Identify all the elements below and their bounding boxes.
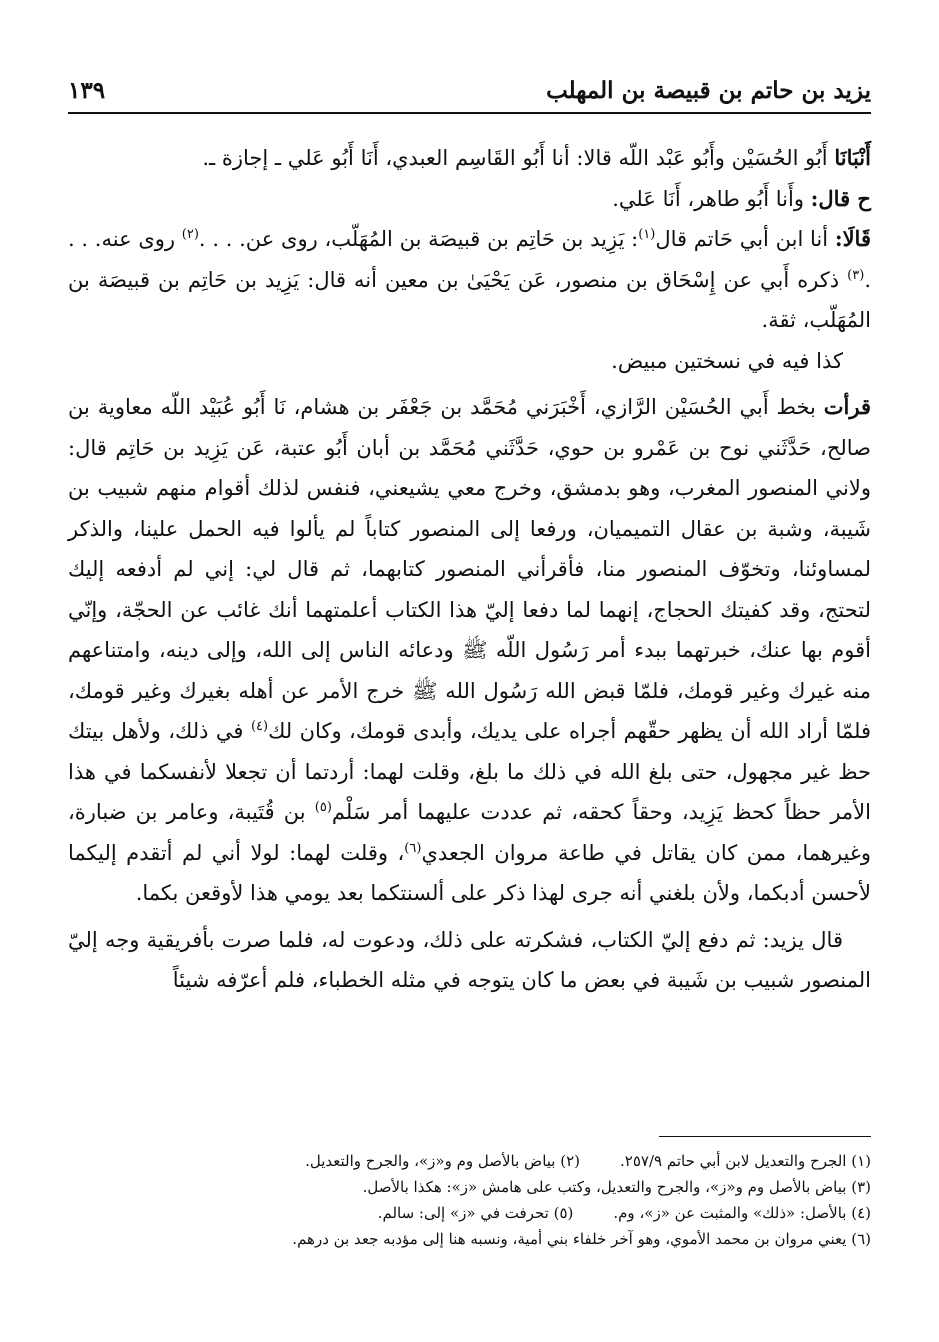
- footnote-4: (٤) بالأصل: «ذلك» والمثبت عن «ز»، وم.: [613, 1204, 871, 1222]
- main-text: [68, 138, 871, 1001]
- paragraph-text: قال يزيد: ثم دفع إليّ الكتاب، فشكرته على ذلك، ودعوت له، فلما صرت بأفريقية وجه إليّ المنصور شبيب بن شَيبة في بعض ما كان يتوجه في مثله الخطباء، فلم أعرّفه شيئاً: [68, 927, 871, 992]
- running-title: يزيد بن حاتم بن قبيصة بن المهلب: [546, 77, 871, 104]
- paragraph-lead: ح قال:: [810, 185, 871, 211]
- footnote-row: [68, 1200, 871, 1226]
- page-number: ١٣٩: [68, 77, 106, 104]
- footnote-6: (٦) يعني مروان بن محمد الأموي، وهو آخر خلفاء بني أمية، ونسبه هنا إلى مؤدبه جعد بن درهم.: [292, 1230, 871, 1248]
- footnote-3: (٣) بياض بالأصل وم و«ز»، والجرح والتعديل، وكتب على هامش «ز»: هكذا بالأصل.: [362, 1178, 871, 1196]
- footnote-ref: (٢): [181, 227, 199, 242]
- paragraph-lead: قَالَا:: [834, 226, 871, 251]
- paragraph-lead: قرأت: [823, 394, 871, 419]
- paragraph-text: ، وقلت لهما: لولا أني لم أتقدم إليكما لأحسن أدبكما، ولأن بلغني أنه جرى لهذا ذكر على ألسنتكما بعد يومي هذا لأوقعن بكما.: [68, 840, 871, 905]
- paragraph-text: أَبُو الحُسَيْن وأَبُو عَبْد اللّه قالا: أنا أَبُو القَاسِم العبدي، أَنَا أَبُو عَلي ـ إجازة ـ.: [202, 146, 828, 170]
- paragraph-text: : يَزِيد بن حَاتِم بن قبيصَة بن المُهَلّب، روى عن. . . .: [198, 227, 639, 251]
- paragraph-text: بن قُتَيبة، وعامر بن ضبارة، وغيرهما، ممن كان يقاتل في طاعة مروان الجعدي: [68, 800, 871, 865]
- footnote-row: [68, 1148, 871, 1174]
- paragraph-text: ذكره أَبي عن إِسْحَاق بن منصور، عَن يَحْيَىٰ بن معين أنه قال: يَزِيد بن حَاتِم بن قبيصَة بن المُهَلّب، ثقة.: [68, 267, 871, 332]
- footnote-1: (١) الجرح والتعديل لابن أبي حاتم ٢٥٧/٩.: [620, 1152, 871, 1170]
- footnote-row: [68, 1226, 871, 1252]
- footnote-ref: (٦): [404, 840, 422, 856]
- paragraph-1: [68, 138, 871, 179]
- paragraph-text: كذا فيه في نسختين مبيض.: [611, 348, 843, 373]
- paragraph-lead: أَنْبَانَا: [834, 145, 871, 170]
- paragraph-2: [68, 179, 871, 220]
- footnote-ref: (٥): [314, 800, 332, 815]
- footnote-2: (٢) بياض بالأصل وم و«ز»، والجرح والتعديل.: [305, 1152, 581, 1170]
- paragraph-3: [68, 219, 871, 341]
- footnote-row: [68, 1174, 871, 1200]
- paragraph-text: روى عنه. . . .: [68, 227, 871, 292]
- footnotes: [68, 1148, 871, 1252]
- paragraph-text: بخط أَبي الحُسَيْن الرَّازي، أَخْبَرَني مُحَمَّد بن جَعْفَر بن هشام، نَا أَبُو عُبَيْد اللّه معاوية بن صالح، حَدَّثَني نوح بن عَمْرو بن حوي، حَدَّثَني مُحَمَّد بن أبان أَبُو عتبة، عَن يَزِيد بن حَاتِم قال: ولاني المنصور المغرب، وهو بدمشق، وخرج معي يشيعني، فنفس لذلك أقوام منهم شبيب بن شَيبة، وشبة بن عقال التميميان، ورفعا إلى المنصور كتاباً لم يألوا فيه الحمل علينا، والذكر لمساوئنا، وتخوّف المنصور منا، فأقرأني المنصور كتابهما، ثم قال لي: إني لم أدفعه إليك لتحتج، وقد كفيتك الحجاج، إنهما لما دفعا إليّ هذا الكتاب أعلمتهما أنك غائب عن الحجّة، وإنّي أقوم بها عنك، خبرتهما ببدء أمر رَسُول اللّه ﷺ ودعائه الناس إلى الله، وإلى دينه، وامتناعهم منه غيرك وغير قومك، فلمّا قبض الله رَسُول الله ﷺ خرج الأمر عن أهله بغيرك وغير قومك، فلمّا أراد الله أن يظهر حقّهم أجراه على يديك، وأبدى قومك، وكان لك: [68, 395, 871, 743]
- footnote-5: (٥) تحرفت في «ز» إلى: سالم.: [377, 1204, 574, 1222]
- footnote-ref: (١): [638, 227, 656, 242]
- paragraph-text: في ذلك، ولأهل بيتك حظ غير مجهول، حتى بلغ الله في ذلك ما بلغ، وقلت لهما: أردتما أن تجعلا لأنفسكما في هذا الأمر حظاً كحظ يَزِيد، وحقاً كحقه، ثم عددت عليهما أمر سَلْم: [68, 719, 871, 824]
- paragraph-5: [68, 387, 871, 914]
- footnote-divider: [659, 1136, 871, 1137]
- paragraph-6: [68, 920, 871, 1001]
- running-header: [68, 68, 871, 114]
- footnote-ref: (٤): [250, 719, 269, 734]
- paragraph-4: [68, 341, 871, 382]
- footnote-ref: (٣): [847, 267, 865, 283]
- paragraph-text: أنا ابن أبي حَاتم قال: [655, 227, 829, 251]
- paragraph-text: وأَنا أَبُو طاهر، أَنَا عَلي.: [612, 186, 804, 211]
